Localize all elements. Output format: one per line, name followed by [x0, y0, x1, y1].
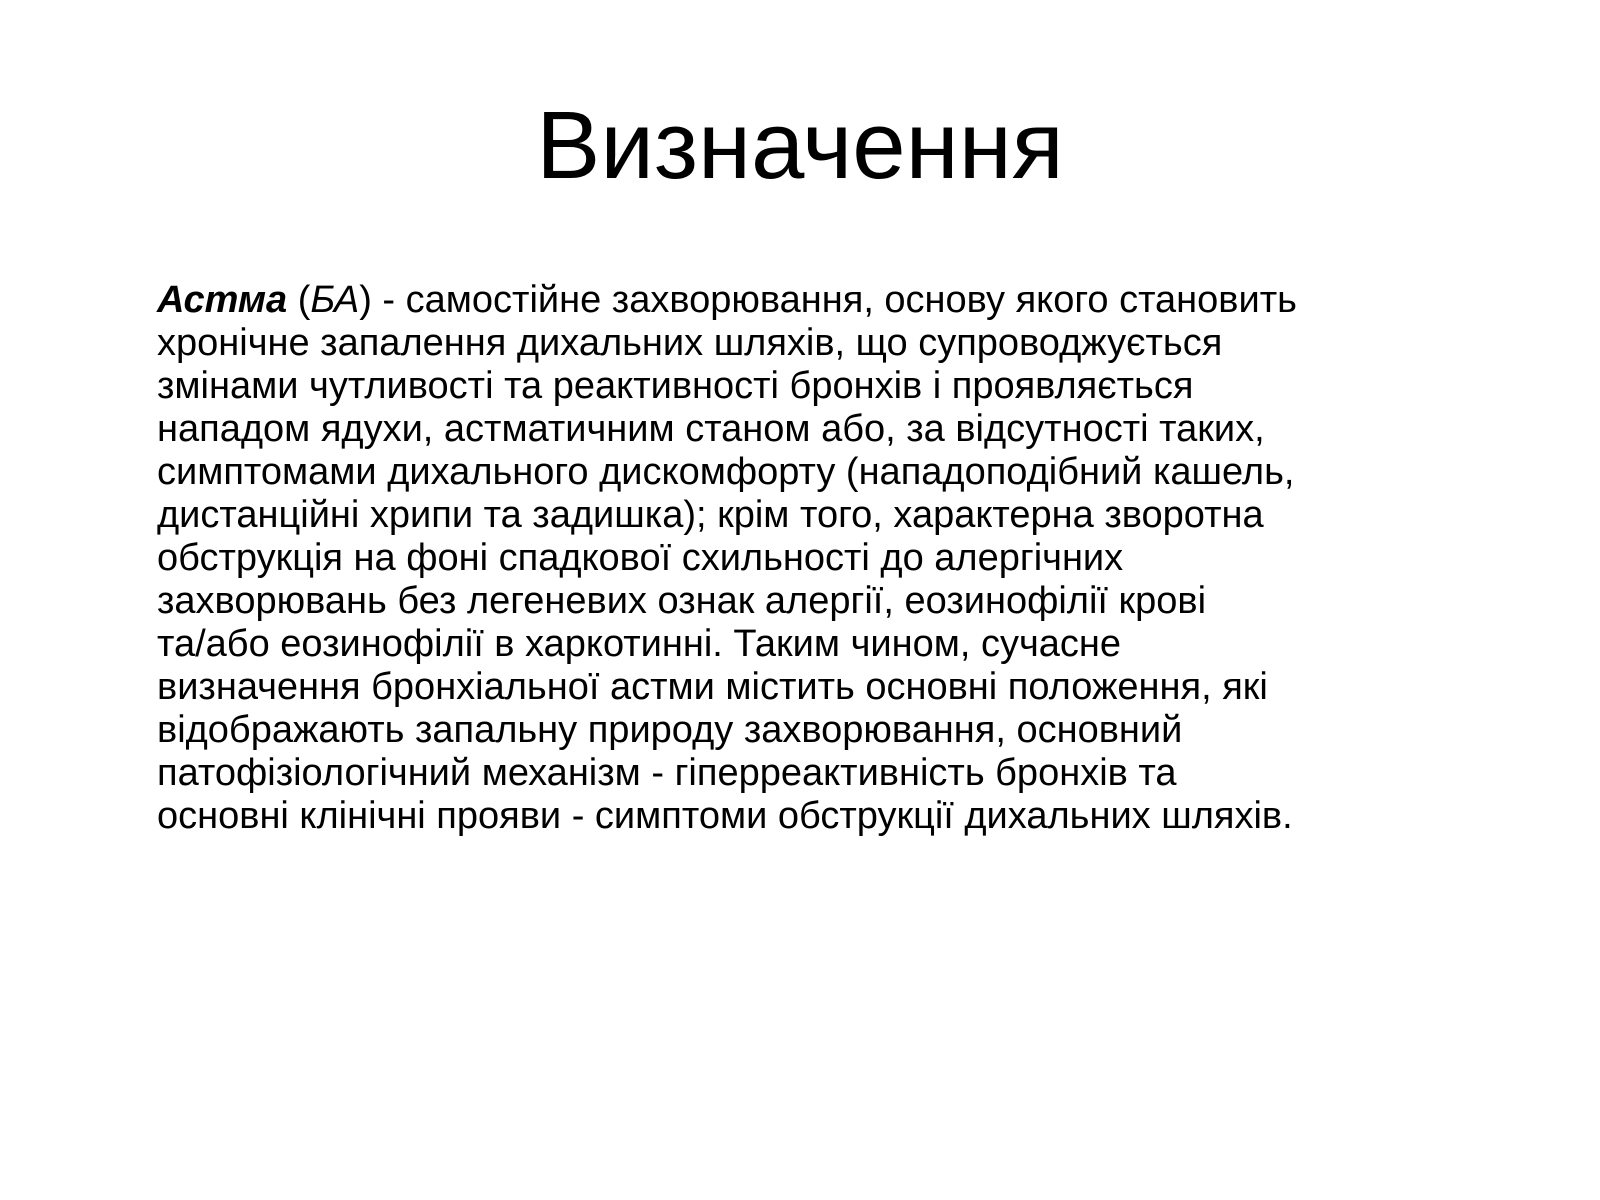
- definition-line: дистанційні хрипи та задишка); крім того, характерна зворотна: [157, 494, 1264, 536]
- definition-line: обструкція на фоні спадкової схильності до алергічних: [157, 537, 1124, 579]
- definition-line: змінами чутливості та реактивності бронхів і проявляється: [157, 365, 1194, 407]
- slide-title: Визначення: [536, 92, 1064, 199]
- definition-line: визначення бронхіальної астми містить основні положення, які: [157, 666, 1268, 708]
- definition-line: та/або еозинофілії в харкотинні. Таким чином, сучасне: [157, 623, 1122, 665]
- definition-paragraph: [157, 279, 1502, 838]
- definition-term: Астма: [157, 279, 288, 321]
- definition-line-1: [157, 279, 1502, 322]
- definition-abbreviation: БА: [310, 279, 360, 321]
- definition-line: симптомами дихального дискомфорту (нападоподібний кашель,: [157, 451, 1295, 493]
- definition-line: хронічне запалення дихальних шляхів, що супроводжується: [157, 322, 1223, 364]
- definition-line: відображають запальну природу захворювання, основний: [157, 709, 1183, 751]
- definition-line: патофізіологічний механізм - гіперреактивність бронхів та: [157, 752, 1177, 794]
- definition-line: основні клінічні прояви - симптоми обструкції дихальних шляхів.: [157, 795, 1293, 837]
- definition-line: нападом ядухи, астматичним станом або, за відсутності таких,: [157, 408, 1265, 450]
- definition-line: захворювань без легеневих ознак алергії, еозинофілії крові: [157, 580, 1207, 622]
- open-paren: (: [287, 279, 311, 321]
- definition-text-start: ) - самостійне захворювання, основу якого становить: [359, 279, 1297, 321]
